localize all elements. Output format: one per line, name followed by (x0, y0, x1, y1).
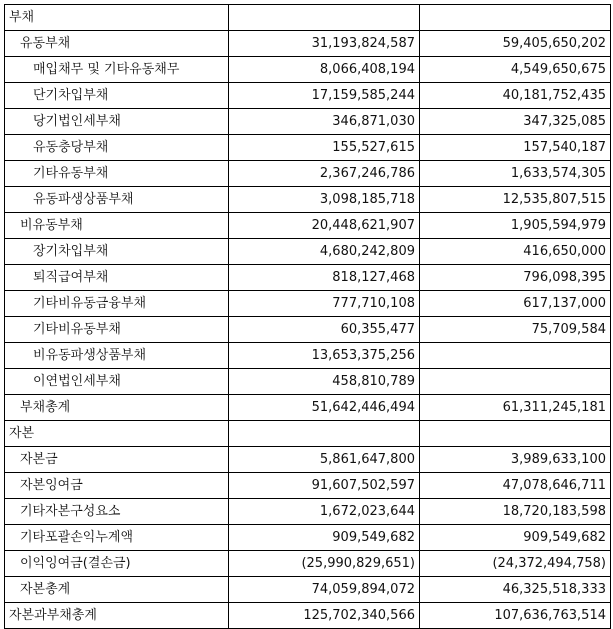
table-row (5, 31, 611, 57)
table-row (5, 291, 611, 317)
prior-period-value: 47,078,646,711 (420, 473, 611, 499)
row-label: 부채 (5, 5, 229, 31)
table-row (5, 109, 611, 135)
prior-period-value: 107,636,763,514 (420, 603, 611, 629)
table-row (5, 395, 611, 421)
row-label: 유동충당부채 (5, 135, 229, 161)
row-label: 기타유동부채 (5, 161, 229, 187)
prior-period-value: 909,549,682 (420, 525, 611, 551)
table-row (5, 161, 611, 187)
row-label: 기타비유동부채 (5, 317, 229, 343)
table-row (5, 421, 611, 447)
current-period-value (229, 5, 420, 31)
prior-period-value: 416,650,000 (420, 239, 611, 265)
table-row (5, 343, 611, 369)
prior-period-value: 61,311,245,181 (420, 395, 611, 421)
row-label: 기타자본구성요소 (5, 499, 229, 525)
current-period-value: 17,159,585,244 (229, 83, 420, 109)
table-row (5, 551, 611, 577)
table-row (5, 447, 611, 473)
prior-period-value: 18,720,183,598 (420, 499, 611, 525)
prior-period-value: 157,540,187 (420, 135, 611, 161)
row-label: 자본금 (5, 447, 229, 473)
table-row (5, 213, 611, 239)
row-label: 매입채무 및 기타유동채무 (5, 57, 229, 83)
row-label: 유동파생상품부채 (5, 187, 229, 213)
current-period-value: 125,702,340,566 (229, 603, 420, 629)
table-row (5, 499, 611, 525)
current-period-value: 74,059,894,072 (229, 577, 420, 603)
prior-period-value: 617,137,000 (420, 291, 611, 317)
row-label: 이익잉여금(결손금) (5, 551, 229, 577)
prior-period-value (420, 5, 611, 31)
current-period-value: 60,355,477 (229, 317, 420, 343)
prior-period-value: 75,709,584 (420, 317, 611, 343)
current-period-value: 13,653,375,256 (229, 343, 420, 369)
prior-period-value (420, 369, 611, 395)
current-period-value: 20,448,621,907 (229, 213, 420, 239)
row-label: 당기법인세부채 (5, 109, 229, 135)
current-period-value: 3,098,185,718 (229, 187, 420, 213)
table-row (5, 5, 611, 31)
current-period-value: 909,549,682 (229, 525, 420, 551)
current-period-value: 458,810,789 (229, 369, 420, 395)
prior-period-value: 12,535,807,515 (420, 187, 611, 213)
row-label: 자본과부채총계 (5, 603, 229, 629)
prior-period-value: (24,372,494,758) (420, 551, 611, 577)
current-period-value: 818,127,468 (229, 265, 420, 291)
current-period-value: 5,861,647,800 (229, 447, 420, 473)
current-period-value: 155,527,615 (229, 135, 420, 161)
current-period-value: 4,680,242,809 (229, 239, 420, 265)
current-period-value (229, 421, 420, 447)
table-row (5, 577, 611, 603)
current-period-value: 1,672,023,644 (229, 499, 420, 525)
row-label: 퇴직급여부채 (5, 265, 229, 291)
prior-period-value (420, 421, 611, 447)
prior-period-value: 4,549,650,675 (420, 57, 611, 83)
table-row (5, 57, 611, 83)
prior-period-value: 59,405,650,202 (420, 31, 611, 57)
row-label: 기타비유동금융부채 (5, 291, 229, 317)
table-row (5, 603, 611, 629)
row-label: 비유동파생상품부채 (5, 343, 229, 369)
table-row (5, 265, 611, 291)
current-period-value: 2,367,246,786 (229, 161, 420, 187)
current-period-value: 51,642,446,494 (229, 395, 420, 421)
balance-sheet-body (5, 5, 611, 629)
prior-period-value: 3,989,633,100 (420, 447, 611, 473)
current-period-value: 8,066,408,194 (229, 57, 420, 83)
prior-period-value: 40,181,752,435 (420, 83, 611, 109)
prior-period-value: 46,325,518,333 (420, 577, 611, 603)
row-label: 이연법인세부채 (5, 369, 229, 395)
row-label: 자본 (5, 421, 229, 447)
prior-period-value: 1,633,574,305 (420, 161, 611, 187)
prior-period-value: 1,905,594,979 (420, 213, 611, 239)
current-period-value: (25,990,829,651) (229, 551, 420, 577)
row-label: 유동부채 (5, 31, 229, 57)
current-period-value: 31,193,824,587 (229, 31, 420, 57)
current-period-value: 777,710,108 (229, 291, 420, 317)
table-row (5, 83, 611, 109)
current-period-value: 91,607,502,597 (229, 473, 420, 499)
table-row (5, 369, 611, 395)
prior-period-value: 796,098,395 (420, 265, 611, 291)
prior-period-value: 347,325,085 (420, 109, 611, 135)
table-row (5, 187, 611, 213)
balance-sheet-table (4, 4, 611, 629)
row-label: 자본총계 (5, 577, 229, 603)
row-label: 자본잉여금 (5, 473, 229, 499)
current-period-value: 346,871,030 (229, 109, 420, 135)
row-label: 부채총계 (5, 395, 229, 421)
prior-period-value (420, 343, 611, 369)
row-label: 비유동부채 (5, 213, 229, 239)
table-row (5, 135, 611, 161)
table-row (5, 239, 611, 265)
row-label: 장기차입부채 (5, 239, 229, 265)
row-label: 기타포괄손익누계액 (5, 525, 229, 551)
row-label: 단기차입부채 (5, 83, 229, 109)
table-row (5, 525, 611, 551)
table-row (5, 317, 611, 343)
table-row (5, 473, 611, 499)
